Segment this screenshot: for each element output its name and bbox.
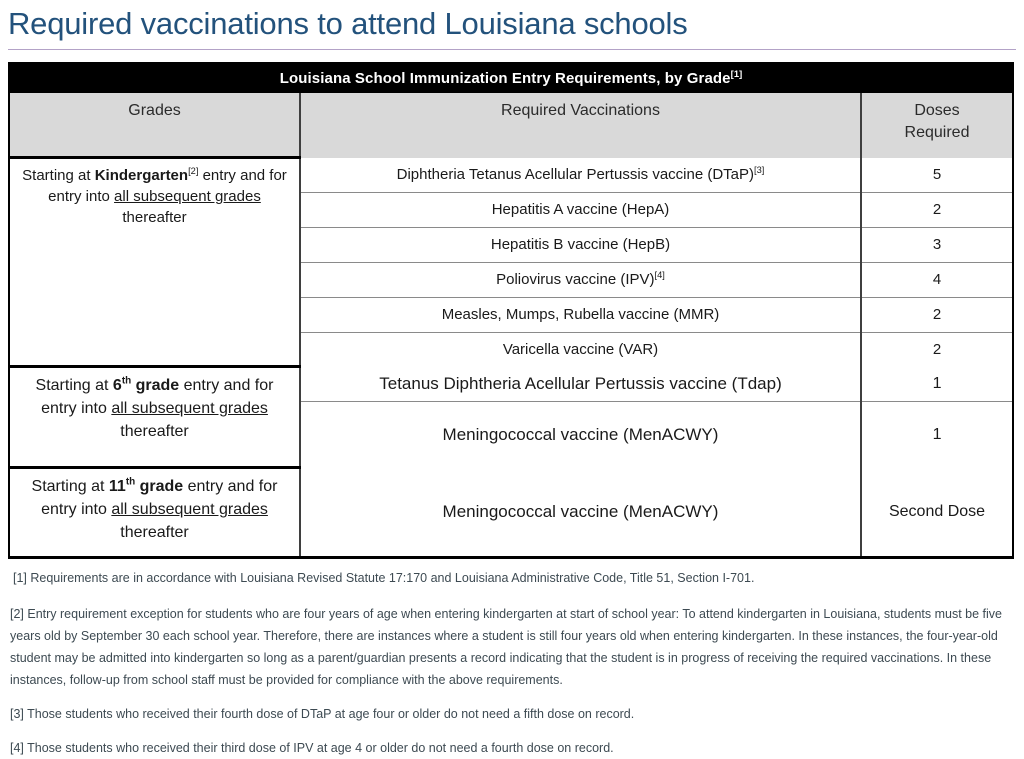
grades-text-underline: all subsequent grades — [111, 400, 268, 417]
grades-cell-eleventh-grade — [10, 468, 300, 556]
footnote-2: [2] Entry requirement exception for students who are four years of age when entering kindergarten at start of school year: To attend kindergarten in Louisiana, students must be five years old by September 30 each school year. Therefore, there are instances where a student is still four years old when entering kindergarten. In these instances, the four-year-old student may be admitted into kindergarten so long as a parent/guardian presents a record indicating that the student is in progress of receiving the required vaccinations. In these instances, follow-up from school staff must be provided for compliance with the above requirements. — [10, 606, 1003, 687]
grades-ordinal-suffix: th — [121, 375, 132, 387]
table-banner-cell — [10, 65, 1012, 93]
grades-text-part3: thereafter — [122, 209, 187, 226]
vaccine-name-text: Poliovirus vaccine (IPV) — [496, 271, 655, 288]
grades-text-underline: all subsequent grades — [114, 188, 261, 205]
grades-cell-sixth-grade — [10, 367, 300, 468]
column-header-vaccinations: Required Vaccinations — [300, 93, 861, 158]
vaccine-name-cell — [300, 262, 861, 297]
footnote-1: [1] Requirements are in accordance with Louisiana Revised Statute 17:170 and Louisiana Administrative Code, Title 51, Section I-701. — [13, 570, 755, 585]
grades-text-part3: thereafter — [120, 423, 189, 440]
footnote-4: [4] Those students who received their third dose of IPV at age 4 or older do not need a fourth dose on record. — [10, 740, 614, 755]
doses-cell: 1 — [861, 401, 1012, 468]
grades-text-part1: Starting at — [22, 167, 95, 184]
grades-footnote-ref: [2] — [188, 166, 199, 176]
grades-text-part1: Starting at — [35, 377, 113, 394]
doses-cell: 1 — [932, 374, 942, 392]
vaccine-name-text: Measles, Mumps, Rubella vaccine (MMR) — [441, 306, 720, 323]
table-row — [10, 367, 1012, 402]
vaccine-name-cell — [300, 401, 861, 468]
table-banner-footnote-ref: [1] — [730, 69, 743, 79]
table-body — [10, 65, 1012, 556]
column-header-doses-line2: Required — [904, 124, 970, 141]
vaccine-name-cell — [300, 227, 861, 262]
vaccine-name-text: Diphtheria Tetanus Acellular Pertussis vaccine (DTaP) — [396, 166, 755, 183]
grades-text-bold: 11 — [108, 478, 126, 495]
vaccine-footnote-ref: [3] — [754, 165, 765, 175]
doses-cell: 5 — [932, 166, 942, 183]
footnote-3: [3] Those students who received their fourth dose of DTaP at age four or older do not need a fifth dose on record. — [10, 706, 635, 721]
vaccine-name-text: Varicella vaccine (VAR) — [502, 341, 659, 358]
grades-text-bold: 6 — [112, 377, 122, 394]
vaccine-name-cell — [300, 158, 861, 193]
doses-cell: Second Dose — [888, 502, 986, 520]
grades-text-bold2: grade — [131, 377, 180, 394]
doses-cell: 3 — [861, 227, 1012, 262]
vaccine-name-text: Meningococcal vaccine (MenACWY) — [442, 424, 719, 444]
vaccine-name-text: Tetanus Diphtheria Acellular Pertussis vaccine (Tdap) — [379, 373, 782, 393]
immunization-table — [10, 65, 1012, 556]
table-row — [10, 468, 1012, 556]
column-header-doses — [861, 93, 1012, 158]
immunization-table-container — [8, 62, 1014, 559]
table-banner-row — [10, 65, 1012, 93]
grades-text-part3: thereafter — [120, 524, 189, 541]
grades-text-bold2: grade — [135, 478, 184, 495]
grades-text-part1: Starting at — [31, 478, 109, 495]
vaccine-name-text: Meningococcal vaccine (MenACWY) — [442, 501, 719, 521]
grades-text-part2: entry and for entry into — [41, 478, 278, 518]
doses-cell: 2 — [861, 297, 1012, 332]
vaccine-name-text: Hepatitis B vaccine (HepB) — [490, 236, 671, 253]
column-header-doses-line1: Doses — [914, 102, 960, 119]
vaccine-name-cell — [300, 332, 861, 367]
column-header-grades: Grades — [10, 93, 300, 158]
table-row — [10, 158, 1012, 193]
doses-cell: 2 — [861, 192, 1012, 227]
vaccine-name-text: Hepatitis A vaccine (HepA) — [491, 201, 670, 218]
grades-cell-kindergarten — [10, 158, 300, 367]
grades-text-part2: entry and for entry into — [41, 377, 274, 417]
grades-text-bold: Kindergarten — [94, 167, 189, 184]
grades-text-underline: all subsequent grades — [111, 501, 268, 518]
vaccine-name-cell — [300, 192, 861, 227]
footnotes-section — [0, 567, 1024, 759]
vaccine-name-cell — [300, 468, 861, 556]
doses-cell: 4 — [861, 262, 1012, 297]
table-banner-text: Louisiana School Immunization Entry Requirements, by Grade — [279, 70, 731, 87]
title-divider — [8, 49, 1016, 50]
grades-ordinal-suffix: th — [125, 476, 136, 488]
vaccine-name-cell — [300, 367, 861, 402]
vaccine-name-cell — [300, 297, 861, 332]
doses-cell: 2 — [861, 332, 1012, 367]
page-title: Required vaccinations to attend Louisiana schools — [8, 6, 688, 41]
vaccine-footnote-ref: [4] — [654, 270, 665, 280]
grades-text-part2: entry and for entry into — [48, 167, 287, 205]
table-column-header-row — [10, 93, 1012, 158]
